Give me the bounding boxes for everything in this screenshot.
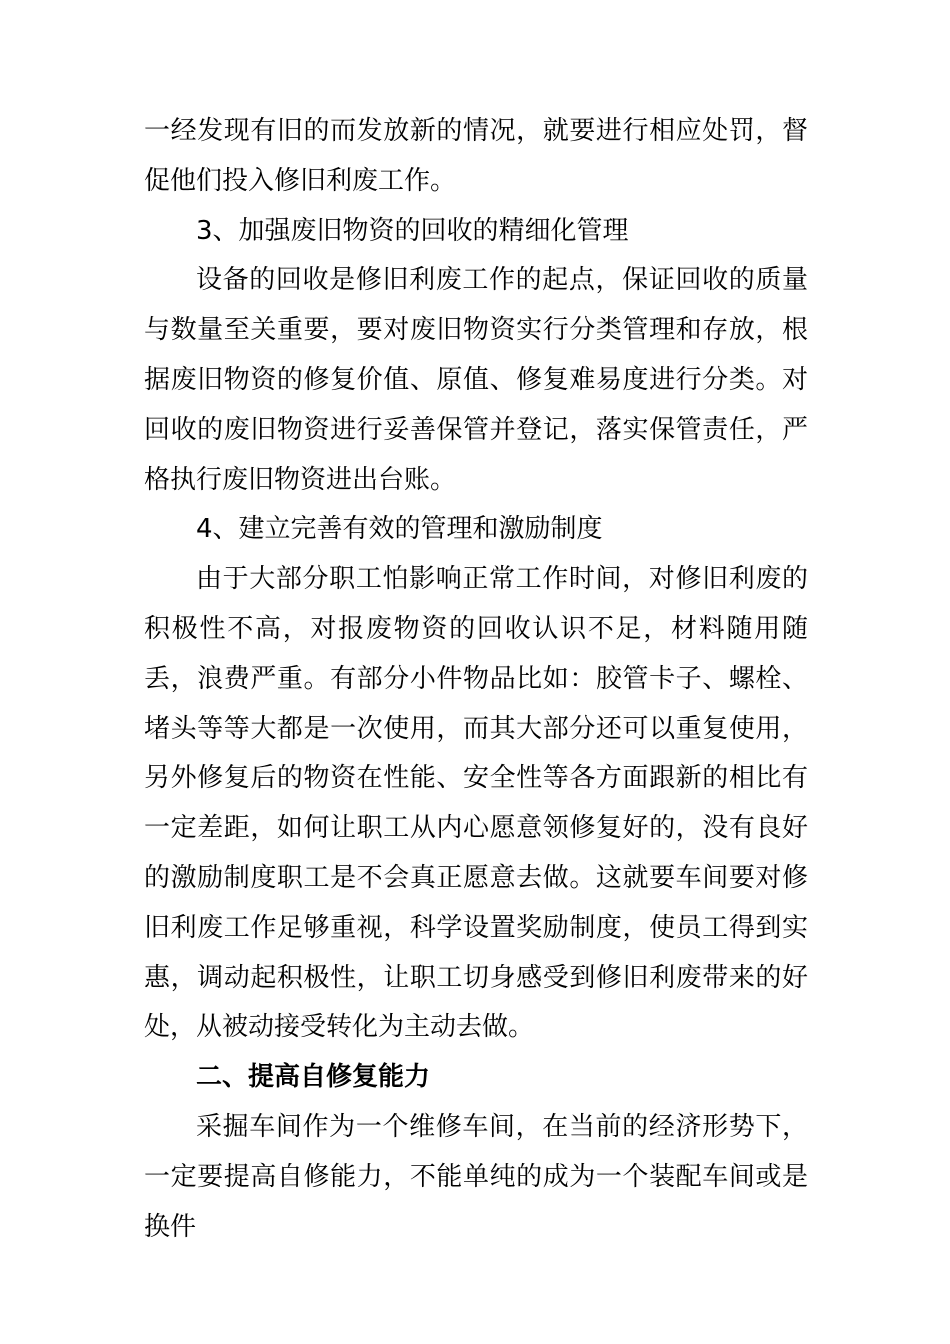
paragraph-incentive: 由于大部分职工怕影响正常工作时间，对修旧利废的积极性不高，对报废物资的回收认识不足，材料随用随丢，浪费严重。有部分小件物品比如：胶管卡子、螺栓、堵头等等大都是一次使用，而其大部分还可以重复使用，另外修复后的物资在性能、安全性等各方面跟新的相比有一定差距，如何让职工从内心愿意领修复好的，没有良好的激励制度职工是不会真正愿意去做。这就要车间要对修旧利废工作足够重视，科学设置奖励制度，使员工得到实惠，调动起积极性，让职工切身感受到修旧利废带来的好处，从被动接受转化为主动去做。 (144, 564, 808, 1043)
section-heading-3: 3、加强废旧物资的回收的精细化管理 (196, 215, 629, 246)
paragraph-recycling: 设备的回收是修旧利废工作的起点，保证回收的质量与数量至关重要，要对废旧物资实行分类管理和存放，根据废旧物资的修复价值、原值、修复难易度进行分类。对回收的废旧物资进行妥善保管并登记，落实保管责任，严格执行废旧物资进出台账。 (144, 265, 808, 495)
document-body (144, 107, 808, 1252)
paragraph-continuation: 一经发现有旧的而发放新的情况，就要进行相应处罚，督促他们投入修旧利废工作。 (144, 116, 808, 196)
section-heading-4: 4、建立完善有效的管理和激励制度 (196, 514, 603, 545)
chapter-heading-2: 二、提高自修复能力 (196, 1062, 431, 1093)
paragraph-self-repair: 采掘车间作为一个维修车间，在当前的经济形势下，一定要提高自修能力，不能单纯的成为一个装配车间或是换件 (144, 1111, 808, 1242)
